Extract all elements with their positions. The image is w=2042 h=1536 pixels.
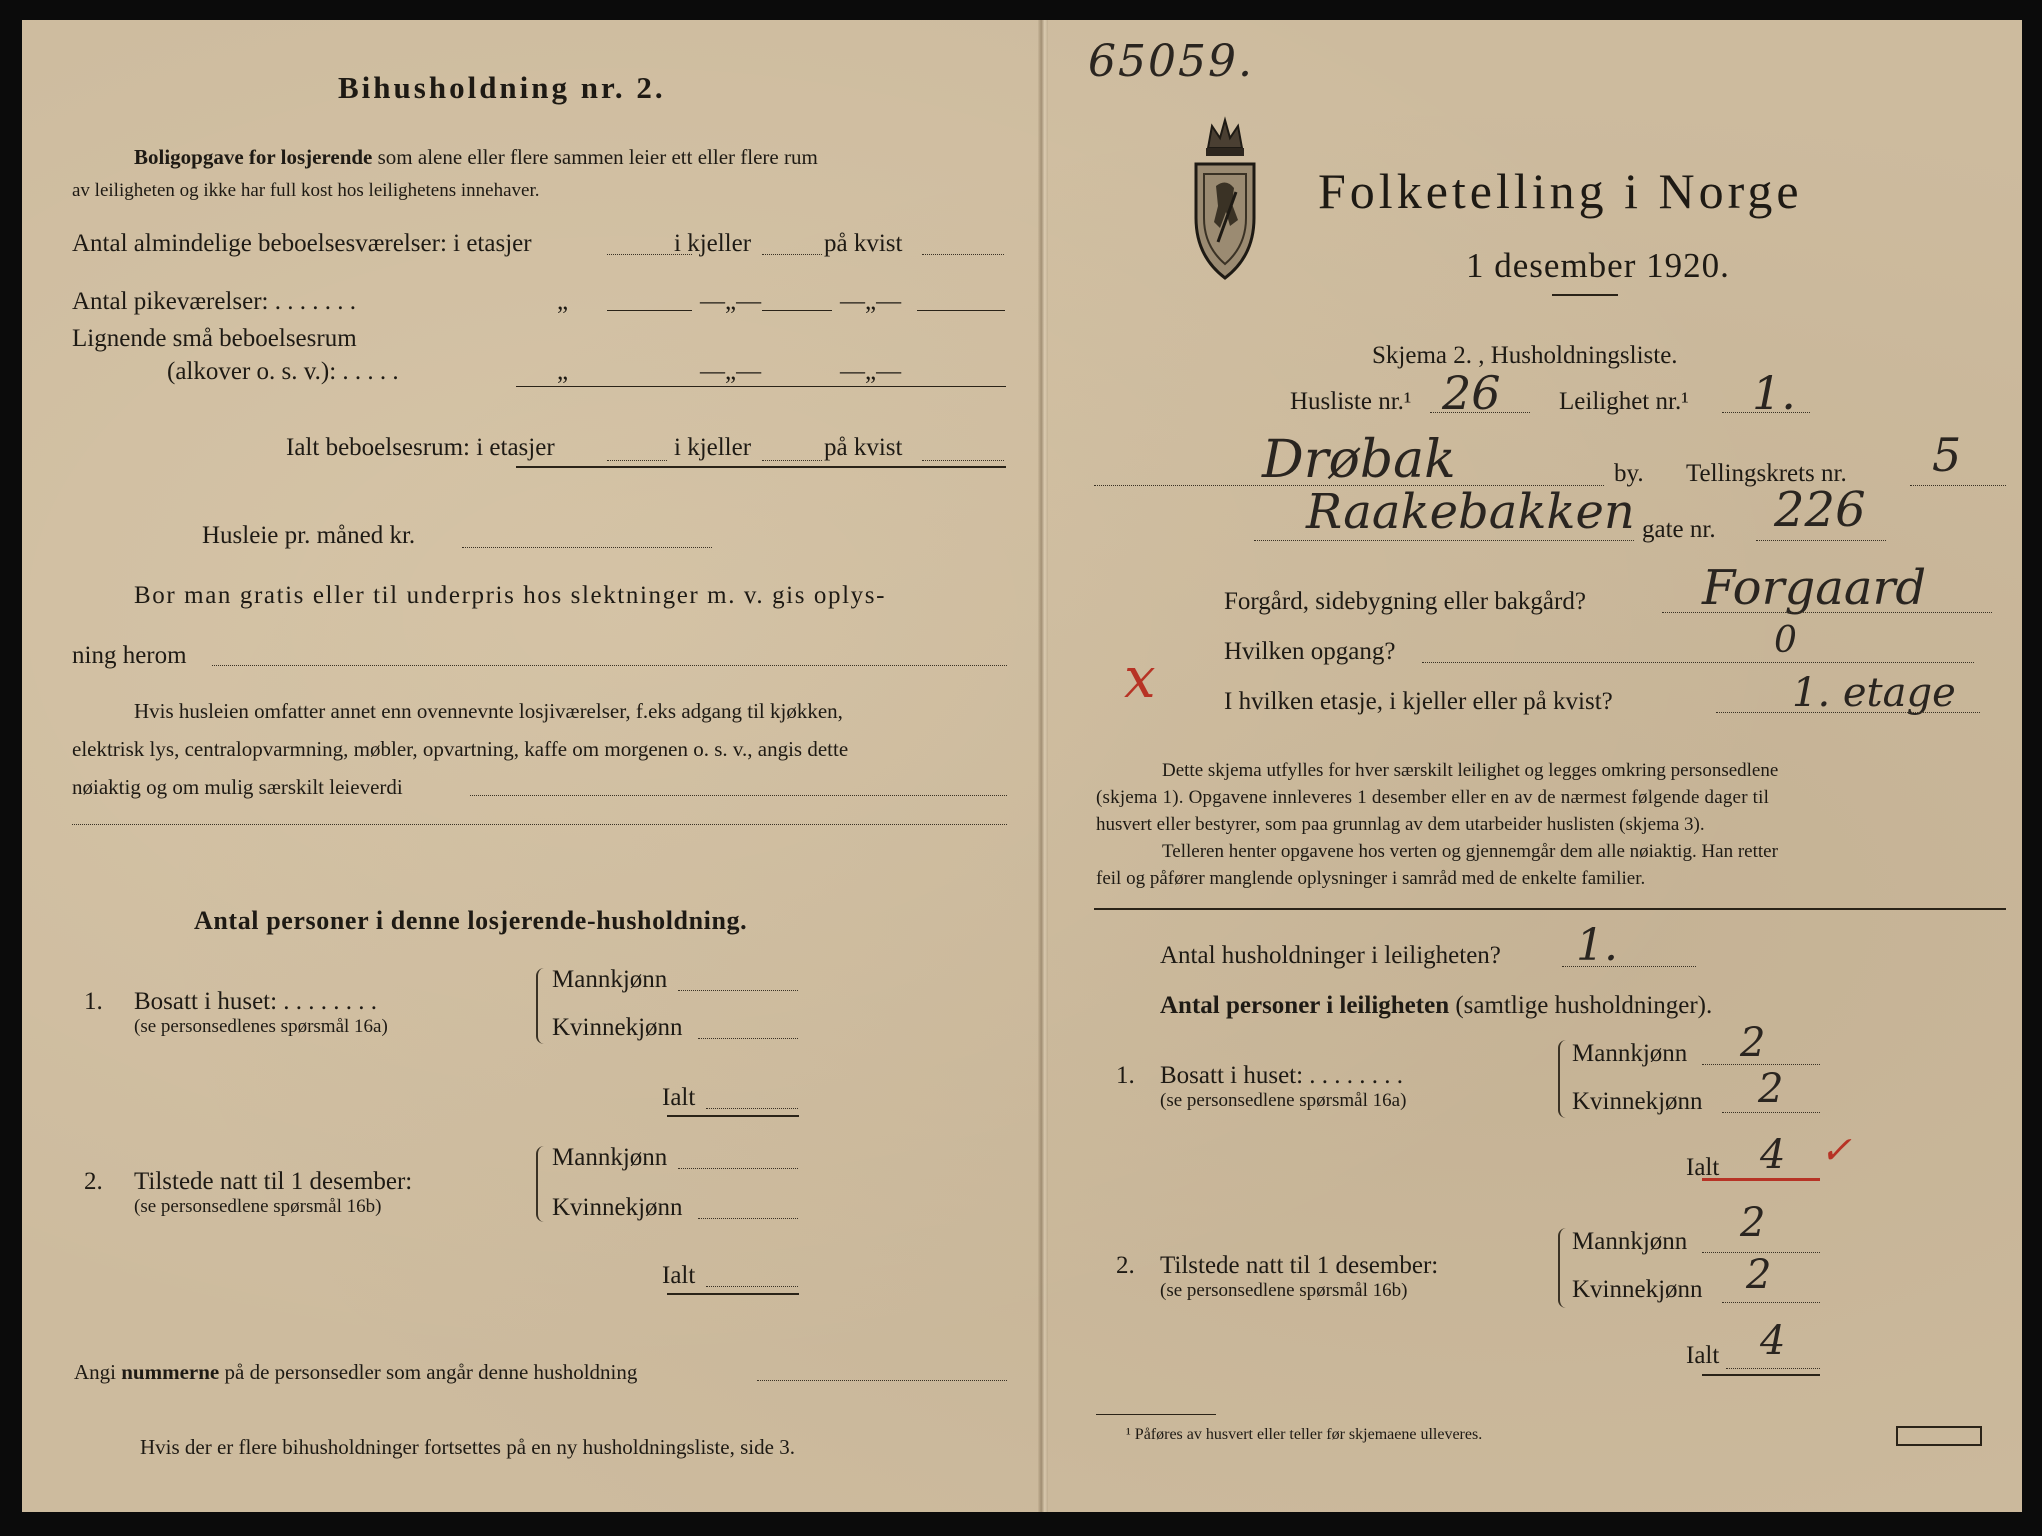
right-title: Folketelling i Norge [1318, 163, 1803, 219]
left-bosatt-sub: (se personsedlenes spørsmål 16a) [134, 1016, 388, 1037]
left-bosatt-label: Bosatt i huset: . . . . . . . . [134, 988, 378, 1015]
left-bosatt-ialt-rule [667, 1115, 799, 1117]
etasje-value: 1. etage [1792, 670, 1956, 716]
footnote: ¹ Påføres av husvert eller teller før skjemaene ulleveres. [1126, 1426, 1483, 1443]
rooms-kjeller-label: i kjeller [674, 230, 752, 257]
ialt-underline [516, 466, 1006, 468]
opgang-value: 0 [1774, 620, 1797, 661]
alkover-label: (alkover o. s. v.): . . . . . [167, 358, 399, 385]
left-footer: Hvis der er flere bihusholdninger fortsettes på en ny husholdningsliste, side 3. [140, 1435, 795, 1459]
krets-label: Tellingskrets nr. [1686, 460, 1847, 487]
left-tilstede-mann-label: Mannkjønn [552, 1144, 668, 1171]
husliste-value: 26 [1442, 366, 1501, 420]
right-tilstede-sub: (se personsedlene spørsmål 16b) [1160, 1280, 1408, 1301]
pike-field-3[interactable] [917, 310, 1005, 311]
left-bosatt-kvinne-field[interactable] [698, 1038, 798, 1039]
red-underline [1702, 1178, 1820, 1181]
left-tilstede-ialt-label: Ialt [662, 1262, 696, 1289]
right-bosatt-label: Bosatt i huset: . . . . . . . . [1160, 1062, 1404, 1089]
info-line-3: husvert eller bestyrer, som paa grunnlag av dem utarbeider huslisten (skjema 3). [1096, 814, 1705, 835]
right-bosatt-mann-value: 2 [1740, 1020, 1766, 1066]
right-bosatt-kvinne-value: 2 [1758, 1066, 1784, 1112]
antal-hush-field[interactable] [1562, 966, 1696, 967]
hvis-line-1: Hvis husleien omfatter annet enn ovennevnte losjiværelser, f.eks adgang til kjøkken, [134, 699, 843, 723]
right-bosatt-mann-field[interactable] [1702, 1064, 1820, 1065]
antal-pers-bold: Antal personer i leiligheten [1160, 992, 1450, 1019]
angi-line [74, 1357, 637, 1387]
alkover-ditto-3: —„— [840, 358, 902, 385]
right-bosatt-mann-label: Mannkjønn [1572, 1040, 1688, 1067]
left-tilstede-label: Tilstede natt til 1 desember: [134, 1168, 413, 1195]
rooms-kjeller-field[interactable] [762, 254, 822, 255]
census-form-sheet [22, 20, 2022, 1512]
husliste-field[interactable] [1430, 412, 1530, 413]
gate-nr-value: 226 [1774, 482, 1866, 538]
forgard-value: Forgaard [1702, 560, 1927, 616]
intro-line-2: av leiligheten og ikke har full kost hos leilighetens innehaver. [72, 180, 540, 201]
husleie-field[interactable] [462, 547, 712, 548]
skjema-label: Skjema 2. , Husholdningsliste. [1372, 342, 1678, 369]
right-tilstede-kvinne-label: Kvinnekjønn [1572, 1276, 1703, 1303]
antal-hush-value: 1. [1576, 920, 1618, 971]
bor-line-2: ning herom [72, 642, 187, 669]
footnote-rule [1096, 1414, 1216, 1415]
gate-value: Raakebakken [1306, 484, 1635, 540]
rooms-kvist-label: på kvist [824, 230, 903, 257]
alkover-ditto-1: „ [557, 358, 569, 385]
small-rooms-label: Lignende små beboelsesrum [72, 325, 357, 352]
pike-ditto-1: „ [557, 288, 569, 315]
angi-bold: nummerne [121, 1360, 220, 1384]
info-separator [1094, 908, 2006, 910]
by-value: Drøbak [1262, 430, 1456, 490]
left-bosatt-ialt-label: Ialt [662, 1084, 696, 1111]
angi-rest: på de personsedler som angår denne husholdning [224, 1360, 638, 1384]
rooms-label: Antal almindelige beboelsesværelser: i etasjer [72, 230, 532, 257]
red-check-mark: x [1124, 646, 1156, 711]
right-tilstede-ialt-value: 4 [1760, 1318, 1786, 1364]
etasje-field[interactable] [1716, 712, 1980, 713]
antal-pers-rest: (samtlige husholdninger). [1455, 992, 1713, 1019]
right-bosatt-kvinne-label: Kvinnekjønn [1572, 1088, 1703, 1115]
krets-value: 5 [1932, 428, 1962, 482]
gate-field[interactable] [1254, 540, 1634, 541]
ialt-kvist-label: på kvist [824, 434, 903, 461]
leieverdi-field-2[interactable] [72, 824, 1007, 825]
right-tilstede-ialt-label: Ialt [1686, 1342, 1720, 1369]
right-bosatt-ialt-value: 4 [1760, 1132, 1786, 1178]
right-bosatt-brace [1558, 1040, 1568, 1118]
ialt-rooms-label: Ialt beboelsesrum: i etasjer [286, 434, 555, 461]
right-bosatt-ialt-label: Ialt [1686, 1154, 1720, 1181]
right-tilstede-brace [1558, 1228, 1568, 1308]
archive-number: 65059. [1088, 36, 1254, 87]
left-title: Bihusholdning nr. 2. [338, 70, 666, 105]
alkover-underline [516, 386, 1006, 387]
left-tilstede-kvinne-label: Kvinnekjønn [552, 1194, 683, 1221]
right-tilstede-num: 2. [1116, 1252, 1135, 1279]
left-bosatt-kvinne-label: Kvinnekjønn [552, 1014, 683, 1041]
left-tilstede-num: 2. [84, 1168, 103, 1195]
ialt-kjeller-field[interactable] [762, 460, 822, 461]
info-line-1: Dette skjema utfylles for hver særskilt leilighet og legges omkring personsedlene [1162, 760, 1779, 781]
left-tilstede-kvinne-field[interactable] [698, 1218, 798, 1219]
left-tilstede-brace [536, 1146, 546, 1222]
husleie-label: Husleie pr. måned kr. [202, 522, 416, 549]
right-tilstede-kvinne-field[interactable] [1722, 1302, 1820, 1303]
ialt-kvist-field[interactable] [922, 460, 1004, 461]
red-check-icon: ✓ [1820, 1130, 1852, 1172]
left-bosatt-brace [536, 968, 546, 1044]
by-label: by. [1614, 460, 1644, 487]
antal-pers-line [1160, 992, 1712, 1020]
bor-line-1: Bor man gratis eller til underpris hos slektninger m. v. gis oplys- [134, 582, 887, 609]
rooms-kvist-field[interactable] [922, 254, 1004, 255]
gate-nr-field[interactable] [1756, 540, 1886, 541]
left-bosatt-mann-field[interactable] [678, 990, 798, 991]
left-antal-heading: Antal personer i denne losjerende-husholdning. [194, 906, 748, 935]
krets-field[interactable] [1910, 485, 2006, 486]
antal-hush-label: Antal husholdninger i leiligheten? [1160, 942, 1501, 969]
intro-rest: som alene eller flere sammen leier ett eller flere rum [377, 145, 818, 169]
intro-line-1 [134, 142, 818, 172]
leilighet-field[interactable] [1722, 412, 1810, 413]
right-tilstede-kvinne-value: 2 [1746, 1252, 1772, 1298]
left-tilstede-mann-field[interactable] [678, 1168, 798, 1169]
angi-field[interactable] [757, 1380, 1007, 1381]
bor-field[interactable] [212, 665, 1007, 666]
printer-stamp [1896, 1426, 1982, 1446]
opgang-field[interactable] [1422, 662, 1974, 663]
center-fold [1038, 20, 1048, 1512]
pike-ditto-3: —„— [840, 288, 902, 315]
right-tilstede-ialt-field[interactable] [1726, 1368, 1820, 1369]
info-line-2: (skjema 1). Opgavene innleveres 1 desember eller en av de nærmest følgende dager til [1096, 787, 1770, 808]
pike-label: Antal pikeværelser: . . . . . . . [72, 288, 356, 315]
pike-field-2[interactable] [762, 310, 832, 311]
right-bosatt-sub: (se personsedlene spørsmål 16a) [1160, 1090, 1407, 1111]
etasje-label: I hvilken etasje, i kjeller eller på kvist? [1224, 688, 1613, 715]
forgard-label: Forgård, sidebygning eller bakgård? [1224, 588, 1586, 615]
hvis-line-2: elektrisk lys, centralopvarmning, møbler, opvartning, kaffe om morgenen o. s. v., angis dette [72, 737, 849, 761]
right-bosatt-kvinne-field[interactable] [1722, 1112, 1820, 1113]
gate-label: gate nr. [1642, 516, 1716, 543]
husliste-label: Husliste nr.¹ [1290, 388, 1412, 415]
right-tilstede-mann-label: Mannkjønn [1572, 1228, 1688, 1255]
alkover-ditto-2: —„— [700, 358, 762, 385]
opgang-label: Hvilken opgang? [1224, 638, 1396, 665]
left-bosatt-mann-label: Mannkjønn [552, 966, 668, 993]
right-tilstede-mann-value: 2 [1740, 1200, 1766, 1246]
right-tilstede-label: Tilstede natt til 1 desember: [1160, 1252, 1439, 1279]
norway-coat-of-arms-icon [1190, 108, 1260, 284]
right-tilstede-ialt-rule [1702, 1374, 1820, 1376]
right-bosatt-num: 1. [1116, 1062, 1135, 1089]
ialt-etasjer-field[interactable] [607, 460, 667, 461]
angi-pre: Angi [74, 1360, 116, 1384]
info-line-4: Telleren henter opgavene hos verten og gjennemgår dem alle nøiaktig. Han retter [1162, 841, 1778, 862]
left-bosatt-ialt-field[interactable] [706, 1108, 798, 1109]
ialt-kjeller-label: i kjeller [674, 434, 752, 461]
info-line-5: feil og påfører manglende oplysninger i samråd med de enkelte familier. [1096, 868, 1646, 889]
leieverdi-field[interactable] [470, 795, 1007, 796]
pike-ditto-2: —„— [700, 288, 762, 315]
leilighet-value: 1. [1752, 366, 1796, 420]
left-tilstede-ialt-field[interactable] [706, 1286, 798, 1287]
hvis-line-3: nøiaktig og om mulig særskilt leieverdi [72, 775, 403, 799]
leilighet-label: Leilighet nr.¹ [1559, 388, 1689, 415]
right-date: 1 desember 1920. [1466, 246, 1730, 285]
left-tilstede-ialt-rule [667, 1293, 799, 1295]
title-rule [1552, 294, 1618, 296]
left-bosatt-num: 1. [84, 988, 103, 1015]
intro-bold: Boligopgave for losjerende [134, 145, 373, 169]
forgard-field[interactable] [1662, 612, 1992, 613]
left-tilstede-sub: (se personsedlene spørsmål 16b) [134, 1196, 382, 1217]
pike-field-1[interactable] [607, 310, 692, 311]
